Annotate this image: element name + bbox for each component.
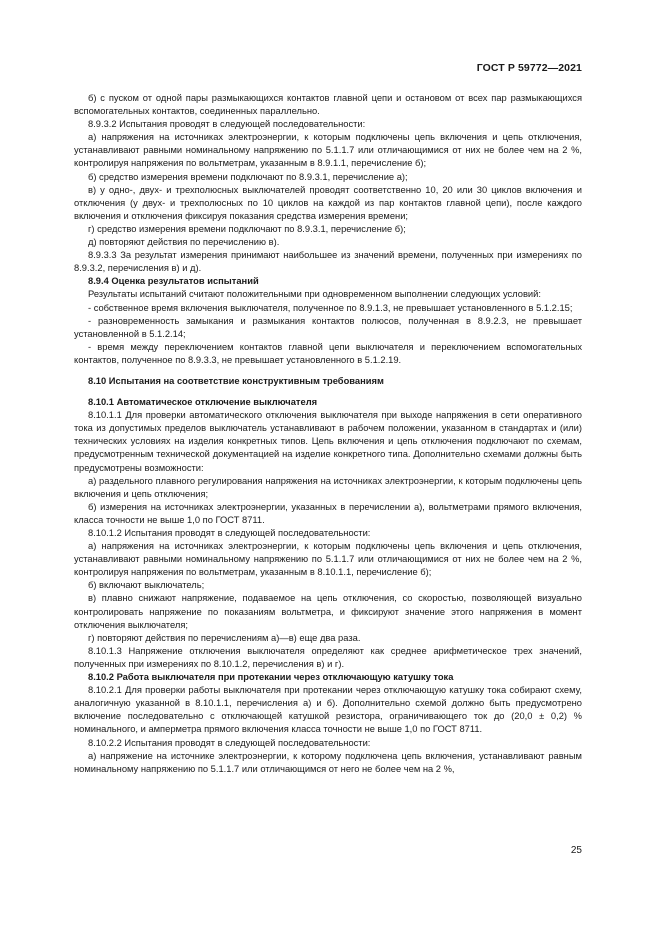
paragraph: б) с пуском от одной пары размыкающихся контактов главной цепи и остановом от всех пар размыкающихся вспомогательных контактов, соединенных параллельно. [74, 93, 582, 117]
paragraph: - собственное время включения выключателя, полученное по 8.9.1.3, не превышает установленного в 5.1.2.15; [88, 302, 573, 313]
paragraph: д) повторяют действия по перечислению в). [88, 237, 280, 248]
section-heading: 8.10 Испытания на соответствие конструктивным требованиям [88, 375, 384, 386]
paragraph: б) средство измерения времени подключают по 8.9.3.1, перечисление а); [88, 171, 408, 182]
paragraph: в) у одно-, двух- и трехполюсных выключателей проводят соответственно 10, 20 или 30 циклов включения и отключения (у двух- и трехполюсных по 10 циклов на каждой из пар контактов главной цепи), после каждого включения и отключения фиксируя показания средства измерения времени; [74, 184, 582, 221]
page-number: 25 [570, 845, 582, 856]
paragraph: 8.10.1.2 Испытания проводят в следующей последовательности: [88, 528, 371, 538]
paragraph: 8.9.3.3 За результат измерения принимают наибольшее из значений времени, полученных при измерениях по 8.9.3.2, перечисления в) и д). [74, 250, 582, 274]
document-body [74, 92, 582, 776]
paragraph: б) измерения на источниках электроэнергии, указанных в перечислении а), вольтметрами прямого включения, класса точности не выше 1,0 по ГОСТ 8711. [74, 501, 582, 525]
paragraph: г) средство измерения времени подключают по 8.9.3.1, перечисление б); [88, 223, 406, 234]
paragraph: Результаты испытаний считают положительными при одновременном выполнении следующих условий: [88, 289, 541, 300]
paragraph: - разновременность замыкания и размыкания контактов полюсов, полученная в 8.9.2.3, не превышает установленной в 5.1.2.14; [74, 315, 582, 339]
paragraph: в) плавно снижают напряжение, подаваемое на цепь отключения, со скоростью, позволяющей визуально контролировать напряжение по показаниям вольтметра, и фиксируют значение этого напряжения в момент отключения выключателя; [74, 593, 582, 630]
paragraph: 8.10.2.1 Для проверки работы выключателя при протекании через отключающую катушку тока собирают схему, аналогичную указанной в 8.10.1.1, перечисления а) и б). Дополнительно схемой должно быть предусмотрено включение последовательно с отключающей катушкой резистора, ограничивающего ток до (20,0 ± 0,2) % номинального, и амперметра прямого включения класса точности не выше 1,0 по ГОСТ 8711. [74, 685, 582, 735]
paragraph: 8.10.1.1 Для проверки автоматического отключения выключателя при выходе напряжения в сети оперативного тока из допустимых пределов выключатель устанавливают в рабочем положении, указанном в стандартах и (или) технических условиях на изделия конкретных типов. Цепь включения и цепь отключения подключают по схемам, предусмотренным технической документацией на изделие конкретного типа. Дополнительно схемами должны быть предусмотрены возможности: [74, 410, 582, 473]
paragraph: 8.10.1.3 Напряжение отключения выключателя определяют как среднее арифметическое трех значений, полученных при измерениях по 8.10.1.2, перечисления в) и г). [74, 645, 582, 669]
section-heading: 8.9.4 Оценка результатов испытаний [88, 276, 259, 287]
paragraph: а) напряжение на источнике электроэнергии, к которому подключена цепь включения, устанавливают равным номинальному напряжению по 5.1.1.7 или отличающимся от него не более чем на 2 %, [74, 750, 582, 774]
paragraph: 8.9.3.2 Испытания проводят в следующей последовательности: [88, 119, 366, 130]
paragraph: - время между переключением контактов главной цепи выключателя и переключением вспомогательных контактов, полученное по 8.9.3.3, не превышает установленного в 5.1.2.19. [74, 341, 582, 365]
paragraph: а) напряжения на источниках электроэнергии, к которым подключены цепь включения и цепь отключения, устанавливают равными номинальному напряжению по 5.1.1.7 или отличающимися от них не более чем на 2 %, контролируя напряжения по вольтметрам, указанным в 8.10.1.1, перечисление б); [74, 541, 582, 578]
paragraph: а) напряжения на источниках электроэнергии, к которым подключены цепь включения и цепь отключения, устанавливают равными номинальному напряжению по 5.1.1.7 или отличающимися от них не более чем на 2 %, контролируя напряжения по вольтметрам, указанным в 8.9.1.1, перечисление б); [74, 132, 582, 169]
standard-designation: ГОСТ Р 59772—2021 [476, 62, 582, 74]
paragraph: 8.10.2.2 Испытания проводят в следующей последовательности: [88, 737, 371, 748]
section-heading: 8.10.1 Автоматическое отключение выключателя [88, 397, 318, 408]
paragraph: г) повторяют действия по перечислениям а)—в) еще два раза. [88, 632, 361, 643]
paragraph: а) раздельного плавного регулирования напряжения на источниках электроэнергии, к которым подключены цепь включения и цепь отключения; [74, 475, 582, 499]
section-heading: 8.10.2 Работа выключателя при протекании через отключающую катушку тока [88, 672, 454, 683]
paragraph: б) включают выключатель; [88, 580, 205, 591]
